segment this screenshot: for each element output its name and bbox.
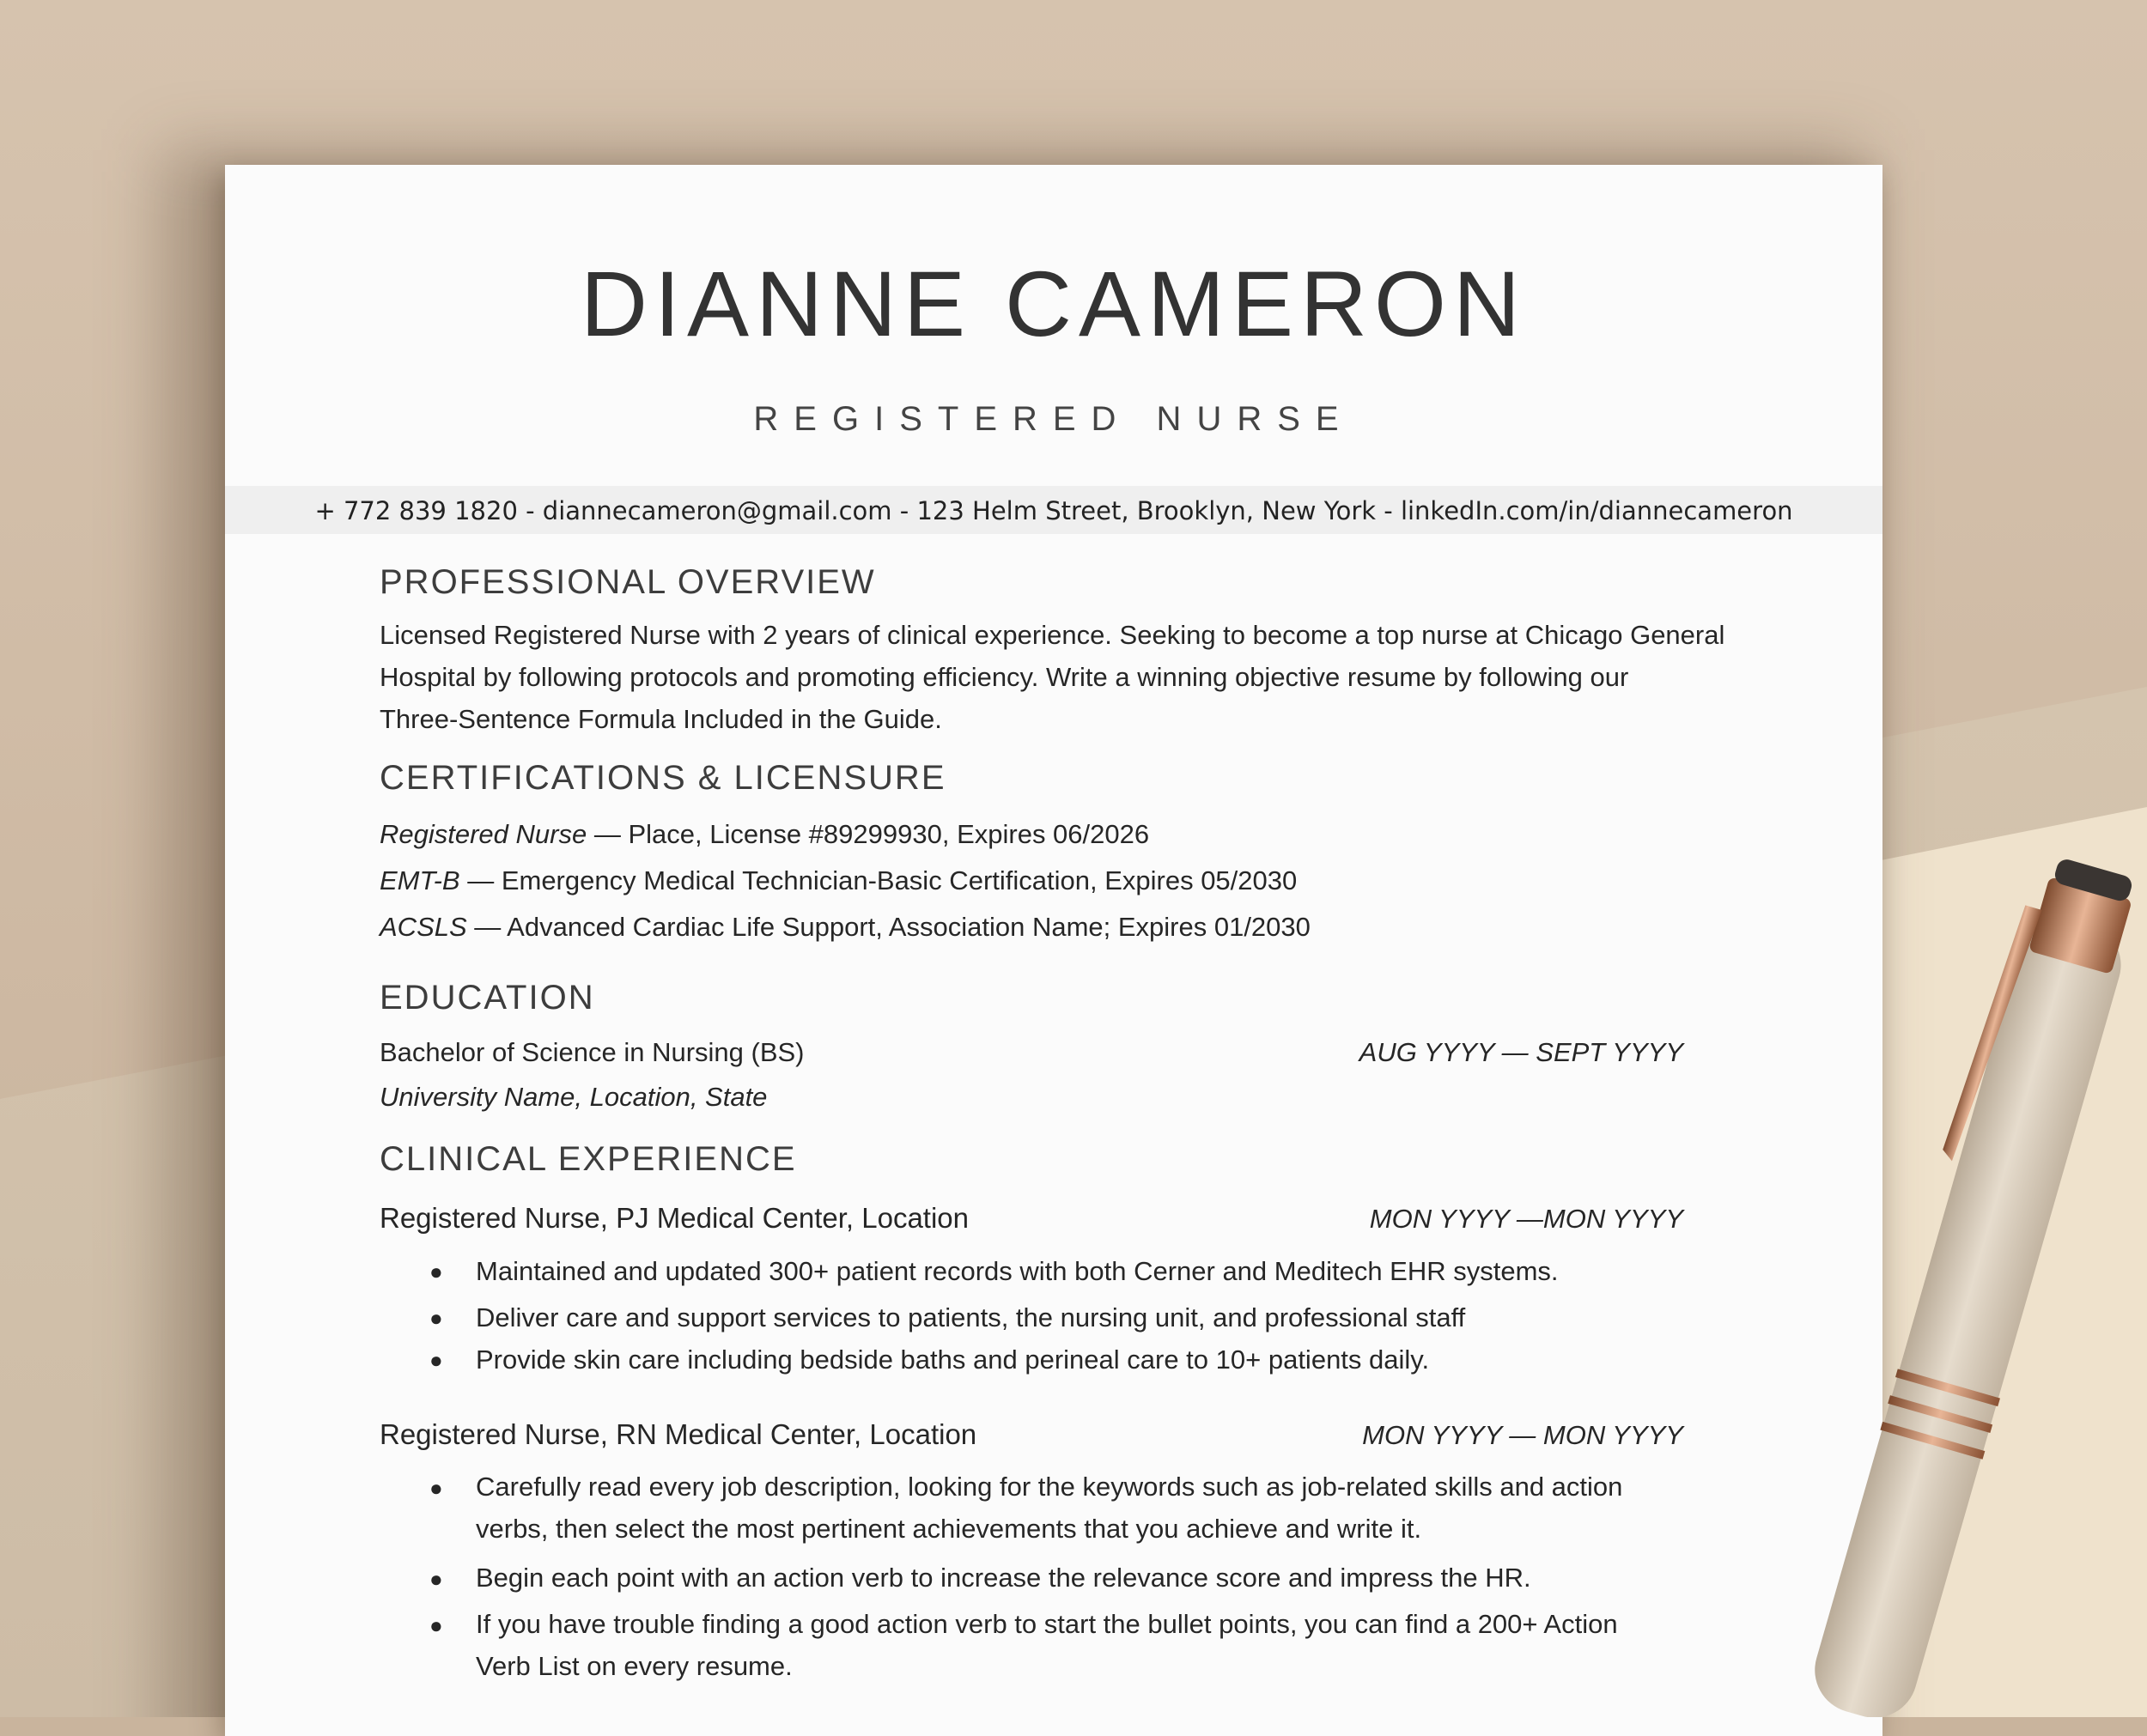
job-dates: MON YYYY —MON YYYY xyxy=(1369,1204,1683,1234)
education-school: University Name, Location, State xyxy=(380,1082,768,1112)
resume-title: REGISTERED NURSE xyxy=(753,400,1354,438)
contact-line: + 772 839 1820 - diannecameron@gmail.com - 123 Helm Street, Brooklyn, New York - linkedIn.com/in/diannecameron xyxy=(314,496,1793,525)
certification-item xyxy=(380,865,1297,896)
resume-header xyxy=(225,0,1882,1717)
job-bullet: Begin each point with an action verb to increase the relevance score and impress the HR. xyxy=(476,1563,1531,1593)
experience-heading: CLINICAL EXPERIENCE xyxy=(380,1140,797,1178)
job-bullet: Provide skin care including bedside baths and perineal care to 10+ patients daily. xyxy=(476,1344,1430,1375)
bullet-dot: ● xyxy=(429,1612,443,1638)
certification-item xyxy=(380,912,1311,943)
job-bullet: Maintained and updated 300+ patient records with both Cerner and Meditech EHR systems. xyxy=(476,1256,1559,1286)
bullet-dot: ● xyxy=(429,1305,443,1331)
job-dates: MON YYYY — MON YYYY xyxy=(1362,1420,1683,1450)
certification-detail: — Emergency Medical Technician-Basic Certification, Expires 05/2030 xyxy=(459,865,1298,895)
overview-heading: PROFESSIONAL OVERVIEW xyxy=(380,563,876,601)
education-degree: Bachelor of Science in Nursing (BS) xyxy=(380,1037,805,1067)
certifications-heading: CERTIFICATIONS & LICENSURE xyxy=(380,759,946,797)
overview-line-3: Three-Sentence Formula Included in the Guide. xyxy=(380,704,942,734)
job-bullet-continued: Verb List on every resume. xyxy=(476,1651,793,1681)
job-bullet-continued: verbs, then select the most pertinent achievements that you achieve and write it. xyxy=(476,1514,1422,1544)
job-bullet: Deliver care and support services to patients, the nursing unit, and professional staff xyxy=(476,1302,1466,1332)
certification-name: ACSLS xyxy=(380,912,467,942)
certification-name: Registered Nurse xyxy=(380,819,587,849)
education-dates: AUG YYYY — SEPT YYYY xyxy=(1359,1037,1683,1067)
overview-line-2: Hospital by following protocols and promoting efficiency. Write a winning objective resume by following our xyxy=(380,662,1629,692)
job-title: Registered Nurse, RN Medical Center, Location xyxy=(380,1418,977,1450)
certification-detail: — Advanced Cardiac Life Support, Association Name; Expires 01/2030 xyxy=(466,912,1311,942)
resume-name: DIANNE CAMERON xyxy=(580,252,1528,355)
job-title: Registered Nurse, PJ Medical Center, Location xyxy=(380,1202,970,1234)
education-heading: EDUCATION xyxy=(380,979,595,1017)
certification-detail: — Place, License #89299930, Expires 06/2026 xyxy=(587,819,1150,849)
bullet-dot: ● xyxy=(429,1475,443,1501)
bullet-dot: ● xyxy=(429,1347,443,1373)
certification-name: EMT-B xyxy=(380,865,460,895)
overview-line-1: Licensed Registered Nurse with 2 years of clinical experience. Seeking to become a top nurse at Chicago General xyxy=(380,620,1725,650)
job-bullet: Carefully read every job description, looking for the keywords such as job-related skills and action xyxy=(476,1472,1623,1502)
bullet-dot: ● xyxy=(429,1259,443,1284)
certification-item xyxy=(380,819,1149,850)
bullet-dot: ● xyxy=(429,1566,443,1592)
job-bullet: If you have trouble finding a good action verb to start the bullet points, you can find a 200+ Action xyxy=(476,1609,1618,1639)
